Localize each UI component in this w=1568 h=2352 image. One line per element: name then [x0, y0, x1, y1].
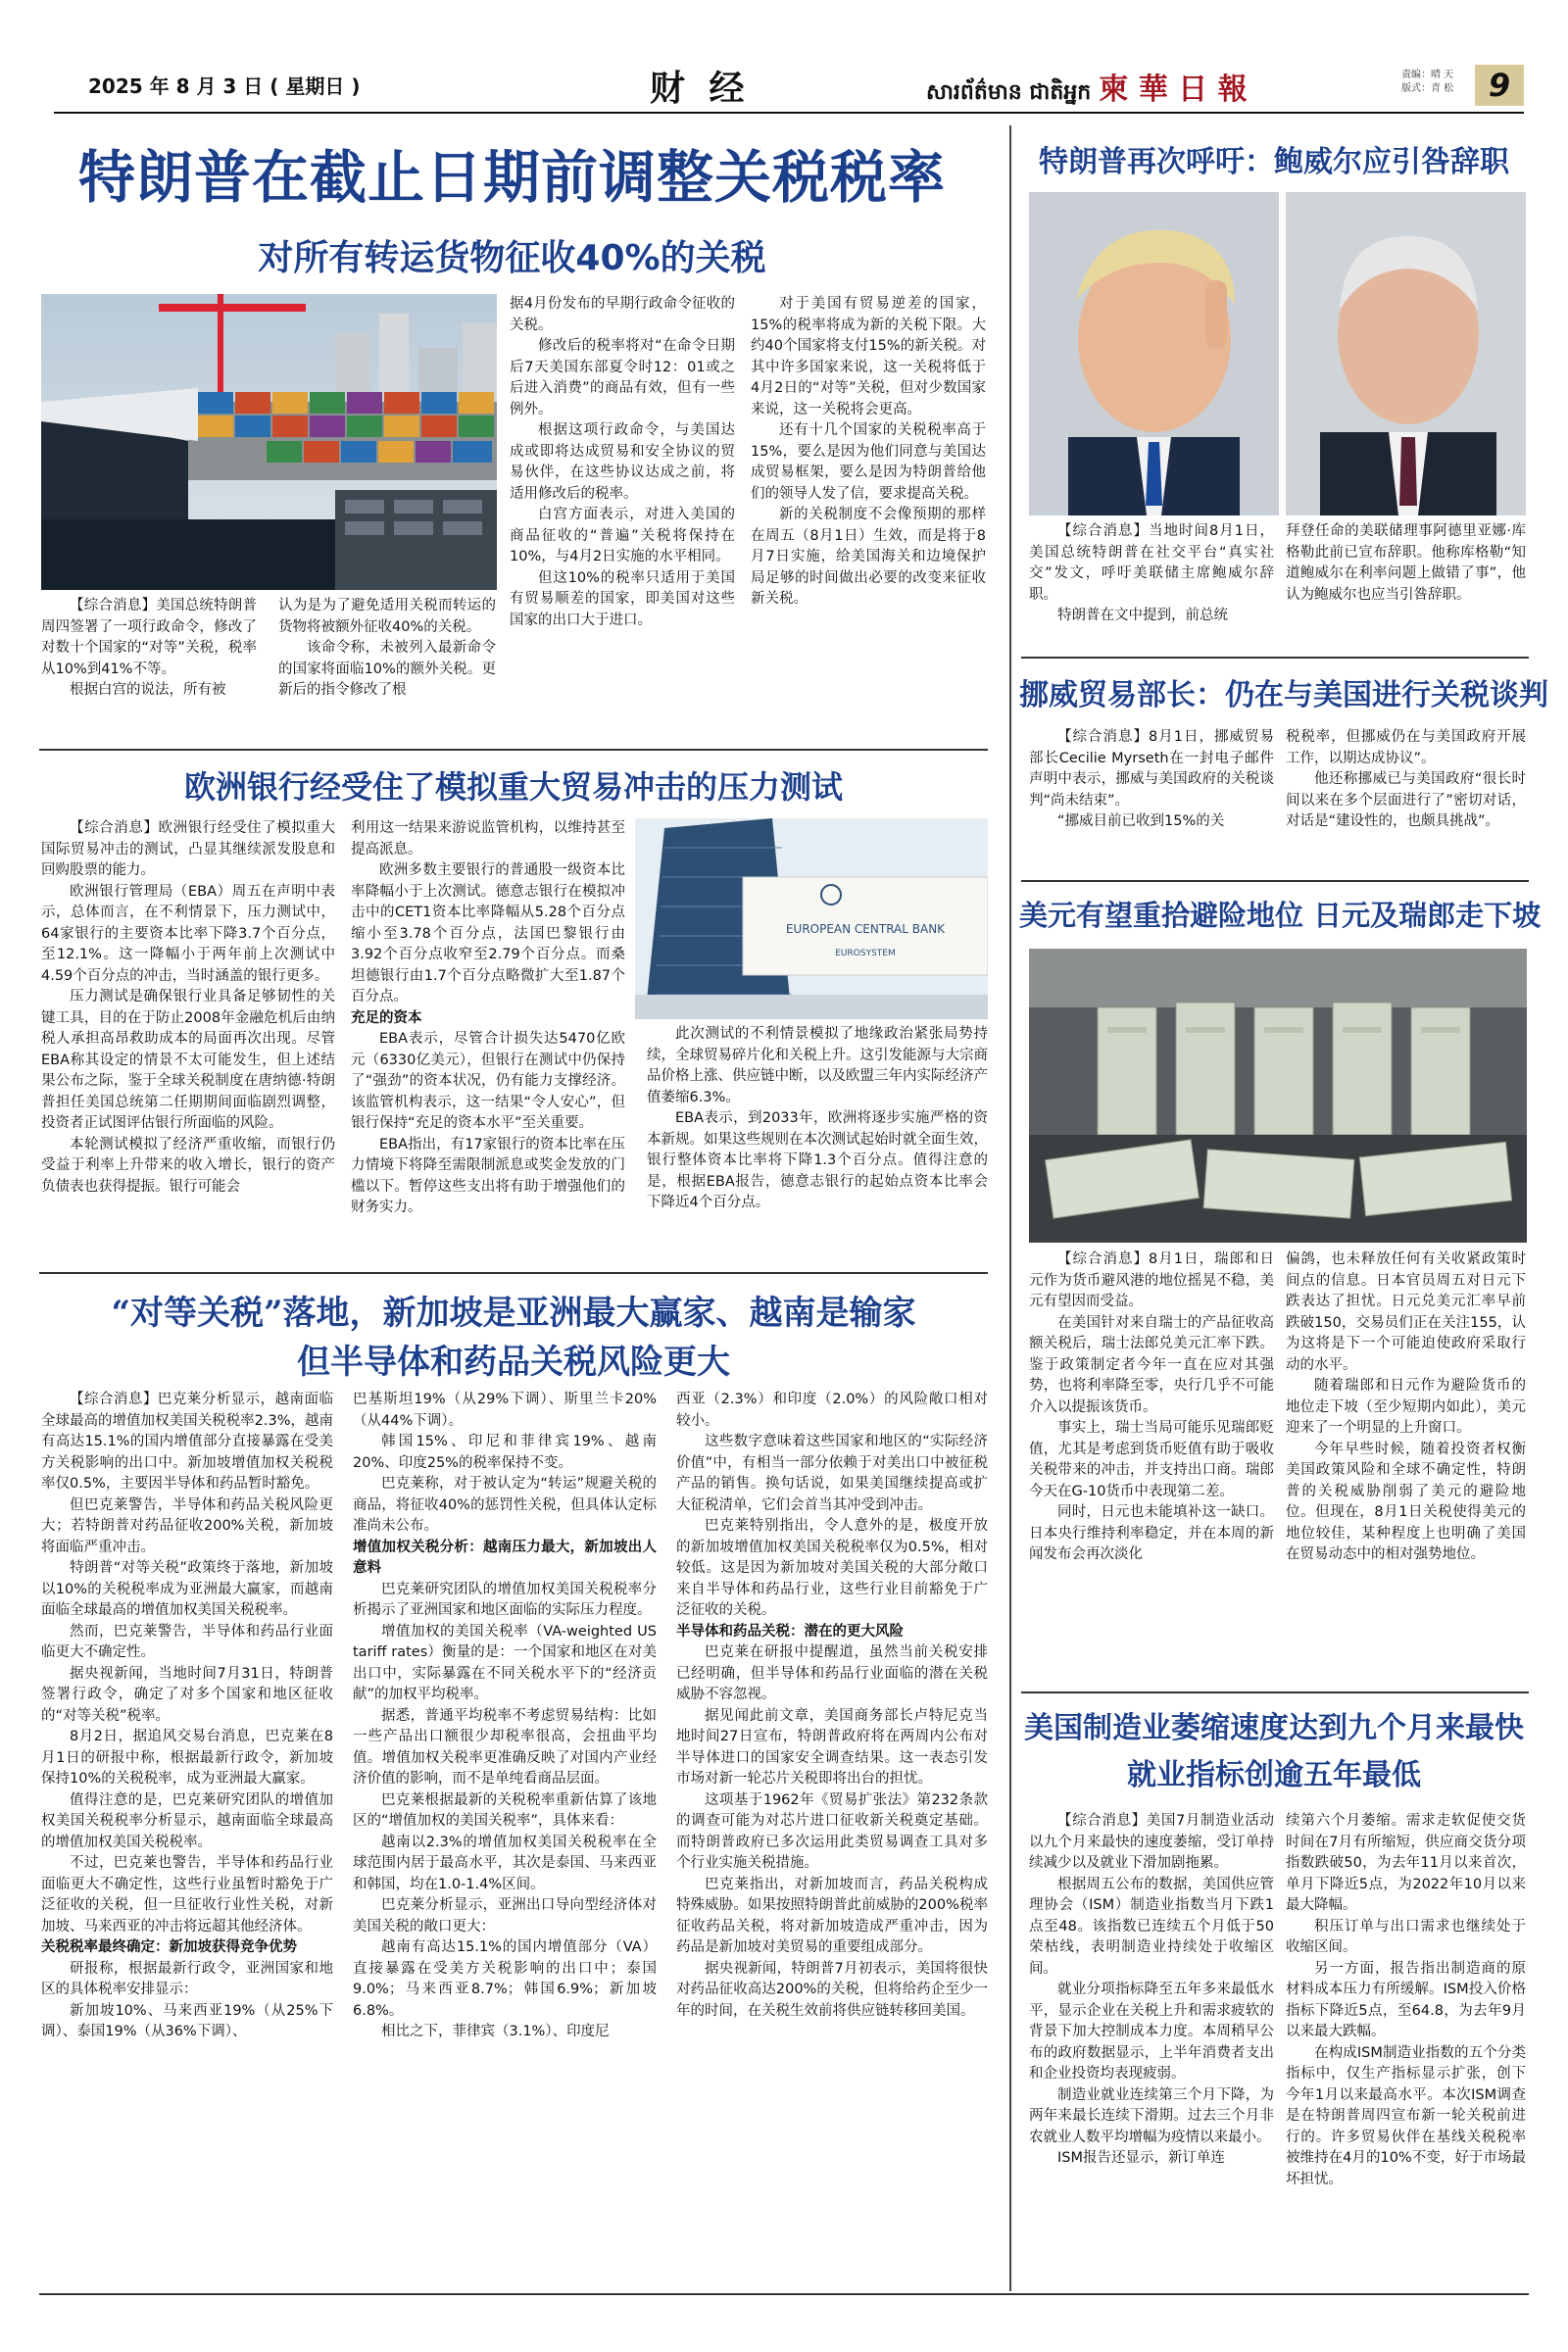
newspaper-brand [926, 65, 1248, 110]
paragraph: 拜登任命的美联储理事阿德里亚娜·库格勒此前已宣布辞职。他称库格勒“知道鲍威尔在利率问题上做错了事”，他认为鲍威尔也应当引咎辞职。 [1286, 523, 1526, 603]
powell-portrait [1286, 192, 1526, 515]
paragraph: 增值加权的美国关税率（VA-weighted US tariff rates）衡量的是：一个国家和地区在对美出口中，实际暴露在不同关税水平下的“经济贡献”的加权平均税率。 [353, 1623, 657, 1702]
banknote-printing-photo [1029, 949, 1527, 1243]
paragraph: 巴克莱指出，对新加坡而言，药品关税构成特殊威胁。如果按照特朗普此前威胁的200%税率征收药品关税，将对新加坡造成严重冲击，因为药品是新加坡对美贸易的重要组成部分。 [676, 1876, 988, 1955]
section-rule [39, 1272, 988, 1274]
paragraph: “挪威目前已收到15%的关 [1057, 813, 1225, 829]
section-title: 财 经 [650, 69, 751, 109]
paragraph: 越南有高达15.1%的国内增值部分（VA）直接暴露在受美方关税影响的出口中；泰国9.0%；马来西亚8.7%；韩国6.9%；新加坡6.8%。 [353, 1939, 657, 2019]
paragraph: 根据白宫的说法，所有被 [70, 682, 226, 698]
paragraph: 积压订单与出口需求也继续处于收缩区间。 [1286, 1918, 1526, 1955]
paragraph: 这项基于1962年《贸易扩张法》第232条款的调查可能为对芯片进口征收新关税奠定基础。而特朗普政府已多次运用此类贸易调查工具对多个行业实施关税措施。 [676, 1791, 988, 1871]
paragraph: 然而，巴克莱警告，半导体和药品行业面临更大不确定性。 [41, 1623, 333, 1660]
paragraph: 欧洲多数主要银行的普通股一级资本比率降幅小于上次测试。德意志银行在模拟冲击中的CET1资本比率降幅从5.28个百分点缩小至3.78个百分点，法国巴黎银行由3.92个百分点收窄至2.79个百分点。而桑坦德银行由1.7个百分点略微扩大至1.87个百分点。 [351, 862, 625, 1004]
paragraph: EBA表示，尽管合计损失达5470亿欧元（6330亿美元），但银行在测试中仍保持了“强劲”的资本状况，仍有能力支撑经济。该监管机构表示，这一结果“令人安心”，但银行保持“充足的资本水平”至关重要。 [351, 1031, 625, 1131]
paragraph: 修改后的税率将对“在命令日期后7天美国东部夏令时12：01或之后进入消费”的商品有效，但有一些例外。 [510, 338, 735, 417]
paragraph: 西亚（2.3%）和印度（2.0%）的风险敞口相对较小。 [676, 1392, 988, 1429]
a3-column-3 [676, 1390, 988, 2277]
a2-column-3 [647, 1024, 988, 1264]
a1-column-2 [278, 596, 496, 711]
paragraph: 在美国针对来自瑞士的产品征收高额关税后，瑞士法郎兑美元汇率下跌。鉴于政策制定者今年一直在应对其强势，也将利率降至零，央行几乎不可能介入以提振该货币。 [1029, 1314, 1274, 1415]
paragraph: 根据这项行政命令，与美国达成或即将达成贸易和安全协议的贸易伙伴，在这些协议达成之前，将适用修改后的税率。 [510, 422, 735, 502]
a1-column-4 [751, 294, 986, 735]
paragraph: 【综合消息】美国7月制造业活动以九个月来最快的速度萎缩，受订单持续减少以及就业下滑加剧拖累。 [1029, 1813, 1274, 1871]
paragraph: 研报称，根据最新行政令，亚洲国家和地区的具体税率安排显示： [41, 1960, 333, 1997]
editor-credits [1401, 69, 1453, 96]
paragraph: 该命令称，未被列入最新命令的国家将面临10%的额外关税。更新后的指令修改了根 [278, 640, 496, 698]
paragraph: EBA指出，有17家银行的资本比率在压力情境下将降至需限制派息或奖金发放的门槛以下。暂停这些支出将有助于增强他们的财务实力。 [351, 1136, 625, 1215]
editor-line: 责编：晴 天 [1401, 70, 1454, 80]
paragraph: 据4月份发布的早期行政命令征收的关税。 [510, 296, 735, 333]
paragraph: 【综合消息】美国总统特朗普周四签署了一项行政命令，修改了对数十个国家的“对等”关税，税率从10%到41%不等。 [41, 598, 257, 677]
paragraph: 此次测试的不利情景模拟了地缘政治紧张局势持续，全球贸易碎片化和关税上升。这引发能源与大宗商品价格上涨、供应链中断，以及欧盟三年内实际经济产值萎缩6.3%。 [647, 1026, 988, 1105]
layout-line: 版式：青 松 [1401, 83, 1454, 94]
subheading: 半导体和药品关税：潜在的更大风险 [676, 1623, 904, 1640]
a5-column-1 [1029, 727, 1274, 872]
a3-column-1 [41, 1390, 333, 2277]
paragraph: 【综合消息】欧洲银行经受住了模拟重大国际贸易冲击的测试，凸显其继续派发股息和回购股票的能力。 [41, 820, 335, 878]
a2-headline: 欧洲银行经受住了模拟重大贸易冲击的压力测试 [183, 768, 843, 806]
paragraph: 就业分项指标降至五年多来最低水平，显示企业在关税上升和需求疲软的背景下加大控制成本力度。本周稍早公布的政府数据显示，上半年消费者支出和企业投资均表现疲弱。 [1029, 1982, 1274, 2082]
trump-portrait [1029, 192, 1279, 515]
paragraph: 【综合消息】8月1日，挪威贸易部长Cecilie Myrseth在一封电子邮件声明中表示，挪威与美国政府的关税谈判“尚未结束”。 [1029, 729, 1274, 808]
paragraph: 韩国15%、印尼和菲律宾19%、越南20%、印度25%的税率保持不变。 [353, 1434, 657, 1471]
paragraph: 利用这一结果来游说监管机构，以维持甚至提高派息。 [351, 820, 625, 858]
page-number: 9 [1475, 65, 1524, 106]
subheading: 增值加权关税分析：越南压力最大，新加坡出人意料 [353, 1539, 657, 1576]
a3-headline-line-1: “对等关税”落地，新加坡是亚洲最大赢家、越南是输家 [111, 1294, 916, 1333]
paragraph: 巴克莱在研报中提醒道，虽然当前关税安排已经明确，但半导体和药品行业面临的潜在关税威胁不容忽视。 [676, 1644, 988, 1702]
paragraph: 新加坡10%、马来西亚19%（从25%下调）、泰国19%（从36%下调）、 [41, 2002, 333, 2039]
paragraph: ISM报告还显示，新订单连 [1057, 2150, 1225, 2166]
paragraph: 他还称挪威已与美国政府“很长时间以来在多个层面进行了”密切对话，对话是“建设性的，也颇具挑战”。 [1286, 771, 1526, 829]
issue-date: 2025 年 8 月 3 日 ( 星期日 ) [88, 74, 361, 98]
paragraph: 欧洲银行管理局（EBA）周五在声明中表示，总体而言，在不利情景下，压力测试中，64家银行的主要资本比率下降3.7个百分点，至12.1%。这一降幅小于两年前上次测试中4.59个百分点的冲击，当时涵盖的银行更多。 [41, 883, 335, 984]
paragraph: 这些数字意味着这些国家和地区的“实际经济价值”中，有相当一部分依赖于对美出口中被征税产品的销售。换句话说，如果美国继续提高或扩大征税清单，它们会首当其冲受到冲击。 [676, 1434, 988, 1513]
column-divider [1009, 125, 1011, 2291]
paragraph: 【综合消息】巴克莱分析显示，越南面临全球最高的增值加权美国关税税率2.3%，越南有高达15.1%的国内增值部分直接暴露在受美方关税影响的出口中。新加坡增值加权关税税率仅0.5%，主要因半导体和药品暂时豁免。 [41, 1392, 333, 1492]
paragraph: 巴克莱称，对于被认定为“转运”规避关税的商品，将征收40%的惩罚性关税，但具体认定标准尚未公布。 [353, 1476, 657, 1534]
paragraph: 偏鸽，也未释放任何有关收紧政策时间点的信息。日本官员周五对日元下跌表达了担忧。日元兑美元汇率早前跌破150，交易员们正在关注155，认为这将是下一个可能迫使政府采取行动的水平。 [1286, 1251, 1526, 1373]
a2-column-1 [41, 818, 335, 1264]
ecb-sign-text: EUROPEAN CENTRAL BANK [785, 922, 946, 936]
paragraph: 巴基斯坦19%（从29%下调）、斯里兰卡20%（从44%下调）。 [353, 1392, 657, 1429]
paragraph: 越南以2.3%的增值加权美国关税税率在全球范围内居于最高水平，其次是泰国、马来西亚和韩国，均在1.0-1.4%区间。 [353, 1834, 657, 1892]
paragraph: 巴克莱分析显示，亚洲出口导向型经济体对美国关税的敞口更大： [353, 1897, 657, 1935]
page-bottom-rule [39, 2293, 1529, 2295]
a4-column-1 [1029, 521, 1274, 647]
paragraph: 据央视新闻，当地时间7月31日，特朗普签署行政令，确定了对多个国家和地区征收的“对等关税”税率。 [41, 1665, 333, 1724]
paragraph: 8月2日，据追风交易台消息，巴克莱在8月1日的研报中称，根据最新行政令，新加坡保持10%的关税税率，成为亚洲最大赢家。 [41, 1729, 333, 1787]
a1-column-1 [41, 596, 257, 711]
paragraph: 同时，日元也未能填补这一缺口。日本央行维持利率稳定，并在本周的新闻发布会再次淡化 [1029, 1504, 1274, 1562]
brand-chinese: 柬 華 日 報 [1099, 73, 1248, 107]
paragraph: 特朗普在文中提到，前总统 [1057, 608, 1228, 623]
paragraph: 白宫方面表示，对进入美国的商品征收的“普遍”关税将保持在10%，与4月2日实施的水平相同。 [510, 507, 735, 564]
section-rule [1021, 1691, 1529, 1693]
subheading: 关税税率最终确定：新加坡获得竞争优势 [41, 1939, 297, 1955]
banknote-illustration [1029, 949, 1527, 1243]
paragraph: 制造业就业连续第三个月下降，为两年来最长连续下滑期。过去三个月非农就业人数平均增幅为疫情以来最小。 [1029, 2086, 1274, 2145]
main-subheadline: 对所有转运货物征收40%的关税 [258, 238, 766, 278]
paragraph: 值得注意的是，巴克莱研究团队的增值加权美国关税税率分析显示，越南面临全球最高的增值加权美国关税税率。 [41, 1791, 333, 1850]
paragraph: EBA表示，到2033年，欧洲将逐步实施严格的资本新规。如果这些规则在本次测试起始时就全面生效，银行整体资本比率将下降1.3个百分点。值得注意的是，根据EBA报告，德意志银行的起始点资本比率会下降近4个百分点。 [647, 1110, 988, 1210]
paragraph: 相比之下，菲律宾（3.1%）、印度尼 [381, 2024, 610, 2039]
paragraph: 据见闻此前文章，美国商务部长卢特尼克当地时间27日宣布，特朗普政府将在两周内公布对半导体进口的国家安全调查结果。这一表态引发市场对新一轮芯片关税即将出台的担忧。 [676, 1707, 988, 1787]
paragraph: 税税率，但挪威仍在与美国政府开展工作，以期达成协议”。 [1286, 729, 1526, 766]
paragraph: 事实上，瑞士当局可能乐见瑞郎贬值，尤其是考虑到货币贬值有助于吸收关税带来的冲击，并支持出口商。瑞郎今天在G-10货币中表现第二差。 [1029, 1420, 1274, 1499]
paragraph: 压力测试是确保银行业具备足够韧性的关键工具，目的在于防止2008年金融危机后由纳税人承担高昂救助成本的局面再次出现。尽管EBA称其设定的情景不太可能发生，但上述结果公布之际，鉴于全球关税制度在唐纳德·特朗普担任美国总统第二任期期间面临剧烈调整，投资者正试图评估银行所面临的风险。 [41, 989, 335, 1131]
a5-column-2 [1286, 727, 1526, 872]
a7-headline-line-2: 就业指标创逾五年最低 [1127, 1758, 1421, 1792]
paragraph: 但巴克莱警告，半导体和药品关税风险更大；若特朗普对药品征收200%关税，新加坡将面临严重冲击。 [41, 1496, 333, 1555]
paragraph: 据悉，普通平均税率不考虑贸易结构：比如一些产品出口额很少却税率很高，会扭曲平均值。增值加权关税率更准确反映了对国内产业经济价值的影响，而不是单纯看商品层面。 [353, 1707, 657, 1787]
a3-column-2 [353, 1390, 657, 2277]
section-rule [1021, 657, 1529, 659]
paragraph: 本轮测试模拟了经济严重收缩，而银行仍受益于利率上升带来的收入增长，银行的资产负债表也获得提振。银行可能会 [41, 1136, 335, 1195]
subheading: 充足的资本 [351, 1009, 422, 1026]
paragraph: 今年早些时候，随着投资者权衡美国政策风险和全球不确定性，特朗普的关税威胁削弱了美元的避险地位。但现在，8月1日关税使得美元的地位较佳，某种程度上也明确了美国在贸易动态中的相对强势地位。 [1286, 1441, 1526, 1562]
paragraph: 随着瑞郎和日元作为避险货币的地位走下坡（至少短期内如此），美元迎来了一个明显的上升窗口。 [1286, 1378, 1526, 1436]
paragraph: 对于美国有贸易逆差的国家，15%的税率将成为新的关税下限。大约40个国家将支付15%的新关税。对其中许多国家来说，这一关税将低于4月2日的“对等”关税，但对少数国家来说，这一关税将会更高。 [751, 296, 986, 417]
a1-column-3 [510, 294, 735, 735]
a3-headline-line-2: 但半导体和药品关税风险更大 [297, 1343, 730, 1382]
section-rule [39, 749, 988, 751]
paragraph: 不过，巴克莱也警告，半导体和药品行业面临更大不确定性，这些行业虽暂时豁免于广泛征收的关税，但一旦征收行业性关税，对新加坡、马来西亚的冲击将远超其他经济体。 [41, 1855, 333, 1935]
a7-column-2 [1286, 1811, 1526, 2281]
paragraph: 根据周五公布的数据，美国供应管理协会（ISM）制造业指数当月下跌1点至48。该指数已连续五个月低于50荣枯线，表明制造业持续处于收缩区间。 [1029, 1876, 1274, 1977]
brand-khmer: សារព័ត៌មាន ជាតិអ្នក [926, 80, 1092, 105]
trump-photo [1029, 192, 1279, 515]
a4-column-2 [1286, 521, 1526, 647]
cargo-ship-illustration [41, 294, 497, 590]
cargo-ship-photo [41, 294, 497, 590]
paragraph: 据央视新闻，特朗普7月初表示，美国将很快对药品征收高达200%的关税，但将给药企至少一年的时间，在关税生效前将供应链转移回美国。 [676, 1960, 988, 2019]
a4-headline: 特朗普再次呼吁：鲍威尔应引咎辞职 [1039, 145, 1509, 179]
paragraph: 新的关税制度不会像预期的那样在周五（8月1日）生效，而是将于8月7日实施，给美国海关和边境保护局足够的时间做出必要的改变来征收新关税。 [751, 507, 986, 607]
paragraph: 【综合消息】8月1日，瑞郎和日元作为货币避风港的地位摇晃不稳，美元有望因而受益。 [1029, 1251, 1274, 1309]
main-headline: 特朗普在截止日期前调整关税税率 [77, 144, 946, 211]
section-rule [1021, 880, 1529, 882]
paragraph: 认为是为了避免适用关税而转运的货物将被额外征收40%的关税。 [278, 598, 496, 635]
powell-photo [1286, 192, 1526, 515]
paragraph: 还有十几个国家的关税税率高于15%，要么是因为他们同意与美国达成贸易框架，要么是因为特朗普给他们的领导人发了信，要求提高关税。 [751, 422, 986, 502]
paragraph: 巴克莱研究团队的增值加权美国关税税率分析揭示了亚洲国家和地区面临的实际压力程度。 [353, 1581, 657, 1618]
paragraph: 巴克莱特别指出，令人意外的是，极度开放的新加坡增值加权美国关税税率仅为0.5%，相对较低。这是因为新加坡对美国关税的大部分敞口来自半导体和药品行业，这些行业目前豁免于广泛征收的关税。 [676, 1518, 988, 1618]
masthead [54, 59, 1524, 114]
paragraph: 续第六个月萎缩。需求走软促使交货时间在7月有所缩短，供应商交货分项指数跌破50，为去年11月以来首次，单月下降近5点，为2022年10月以来最大降幅。 [1286, 1813, 1526, 1913]
ecb-illustration [635, 818, 988, 1019]
paragraph: 但这10%的税率只适用于美国有贸易顺差的国家，即美国对这些国家的出口大于进口。 [510, 569, 735, 628]
a7-headline-line-1: 美国制造业萎缩速度达到九个月来最快 [1024, 1711, 1524, 1745]
ecb-building-photo [635, 818, 988, 1019]
a7-column-1 [1029, 1811, 1274, 2281]
paragraph: 特朗普“对等关税”政策终于落地，新加坡以10%的关税税率成为亚洲最大赢家，而越南面临全球最高的增值加权美国关税税率。 [41, 1560, 333, 1618]
a2-column-2 [351, 818, 625, 1264]
paragraph: 另一方面，报告指出制造商的原材料成本压力有所缓解。ISM投入价格指标下降近5点，至64.8，为去年9月以来最大跌幅。 [1286, 1960, 1526, 2039]
ecb-sign-subtext: EUROSYSTEM [835, 949, 896, 958]
a5-headline: 挪威贸易部长：仍在与美国进行关税谈判 [1019, 678, 1548, 712]
paragraph: 在构成ISM制造业指数的五个分类指标中，仅生产指标显示扩张，创下今年1月以来最高水平。本次ISM调查是在特朗普周四宣布新一轮关税前进行的。许多贸易伙伴在基线关税税率被维持在4月的10%不变，好于市场最坏担忧。 [1286, 2044, 1526, 2187]
paragraph: 【综合消息】当地时间8月1日，美国总统特朗普在社交平台“真实社交”发文，呼吁美联储主席鲍威尔辞职。 [1029, 523, 1274, 603]
a6-column-1 [1029, 1250, 1274, 1690]
a6-column-2 [1286, 1250, 1526, 1690]
a6-headline: 美元有望重拾避险地位 日元及瑞郎走下坡 [1019, 899, 1542, 932]
paragraph: 巴克莱根据最新的关税税率重新估算了该地区的“增值加权的美国关税率”，具体来看： [353, 1791, 657, 1829]
